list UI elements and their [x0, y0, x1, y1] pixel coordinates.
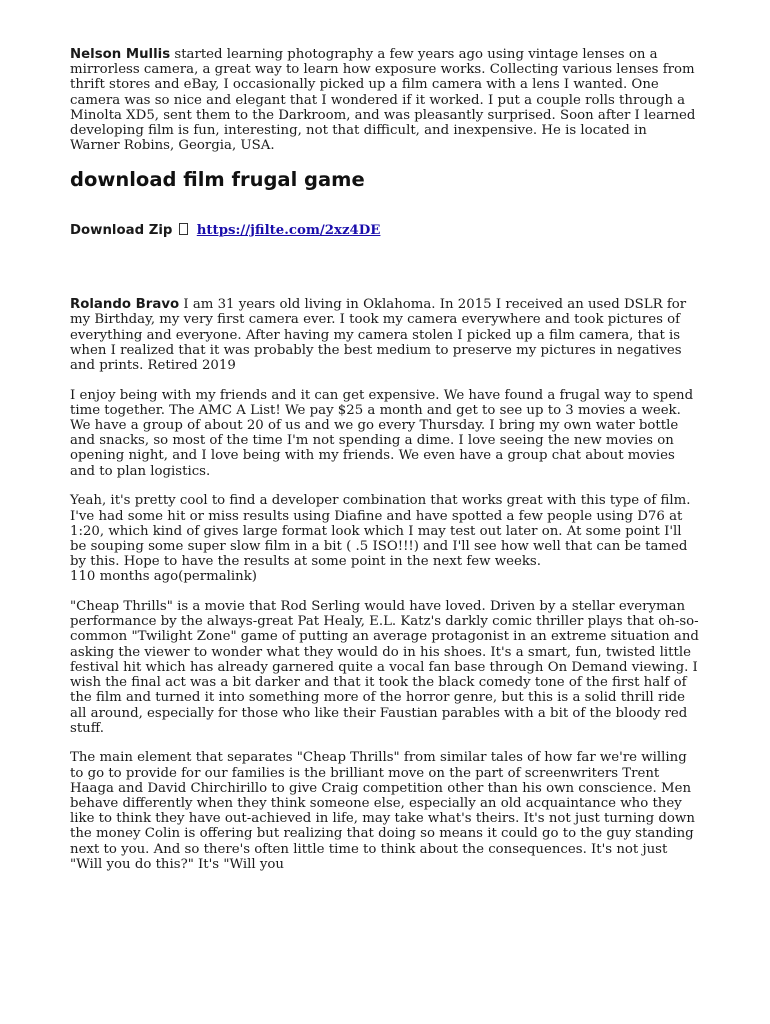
download-link[interactable]: https://jfilte.com/2xz4DE	[196, 222, 381, 238]
body-paragraph: "Cheap Thrills" is a movie that Rod Serling would have loved. Driven by a stellar everyman performance by the always-great Pat Healy, E.L. Katz's darkly comic thriller plays that oh-so-common "Twilight Zone" game of putting an average protagonist in an extreme situation and asking the viewer to wonder what they would do in his shoes. It's a smart, fun, twisted little festival hit which has already garnered quite a vocal fan base through On Demand viewing. I wish the final act was a bit darker and that it took the black comedy tone of the first half of the film and turned it into something more of the horror genre, but this is a solid thrill ride all around, especially for those who like their Faustian parables with a bit of the bloody red stuff.	[70, 599, 699, 736]
download-label: Download Zip	[70, 222, 173, 238]
article	[70, 47, 700, 887]
bio-text: I am 31 years old living in Oklahoma. In 2015 I received an used DSLR for my Birthday, my very first camera ever. I took my camera everywhere and took pictures of everything and everyone. After having my camera stolen I picked up a film camera, that is when I realized that it was probably the best medium to preserve my pictures in negatives and prints. Retired 2019	[70, 297, 687, 373]
intro-text: started learning photography a few years ago using vintage lenses on a mirrorless camera, a great way to learn how exposure works. Collecting various lenses from thrift stores and eBay, I occasionally picked up a film camera with a lens I wanted. One camera was so nice and elegant that I wondered if it worked. I put a couple rolls through a Minolta XD5, sent them to the Darkroom, and was pleasantly surprised. Soon after I learned developing film is fun, interesting, not that difficult, and inexpensive. He is located in Warner Robins, Georgia, USA.	[70, 47, 696, 154]
body-paragraph: I enjoy being with my friends and it can get expensive. We have found a frugal way to spend time together. The AMC A List! We pay $25 a month and get to see up to 3 movies a week. We have a group of about 20 of us and we go every Thursday. I bring my own water bottle and snacks, so most of the time I'm not spending a dime. I love seeing the new movies on opening night, and I love being with my friends. We even have a group chat about movies and to plan logistics.	[70, 387, 694, 479]
bio-paragraph	[70, 297, 700, 373]
body-paragraph: Yeah, it's pretty cool to find a developer combination that works great with this type of film. I've had some hit or miss results using Diafine and have spotted a few people using D76 at 1:20, which kind of gives large format look which I may test out later on. At some point I'll be souping some super slow film in a bit ( .5 ISO!!!) and I'll see how well that can be tamed by this. Hope to have the results at some point in the next few weeks.	[70, 493, 691, 570]
body-paragraph: The main element that separates "Cheap Thrills" from similar tales of how far we're willing to go to provide for our families is the brilliant move on the part of screenwriters Trent Haaga and David Chirchirillo to give Craig competition other than his own conscience. Men behave differently when they think someone else, especially an old acquaintance who they like to think they have out-achieved in life, may take what's theirs. It's not just turning down the money Colin is offering but realizing that doing so means it could go to the guy standing next to you. And so there's often little time to think about the consequences. It's not just "Will you do this?" It's "Will you	[70, 750, 695, 872]
permalink-line: 110 months ago(permalink)	[70, 569, 257, 585]
page-heading: download film frugal game	[70, 167, 365, 191]
author-name: Nelson Mullis	[70, 47, 171, 62]
missing-glyph-icon	[179, 223, 188, 235]
download-line	[70, 223, 700, 238]
intro-paragraph	[70, 47, 700, 153]
author-name: Rolando Bravo	[70, 297, 180, 313]
